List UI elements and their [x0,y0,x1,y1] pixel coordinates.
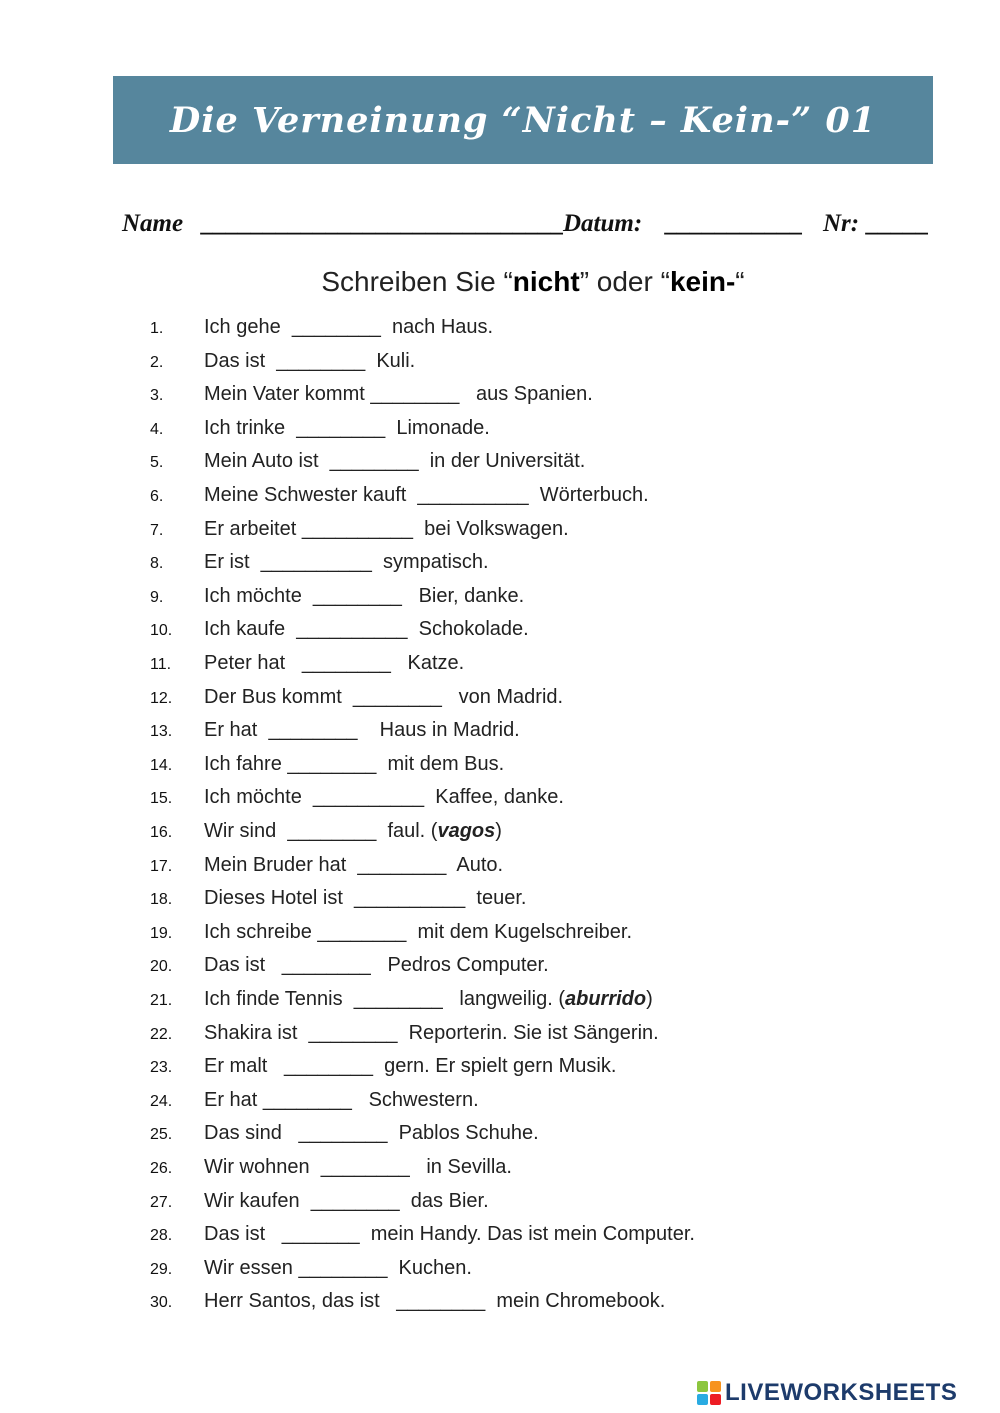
date-label: Datum: [563,210,643,237]
exercise-sentence[interactable]: Ich gehe ________ nach Haus. [204,316,494,338]
exercise-number: 12. [150,689,173,707]
exercise-item [0,854,1000,884]
exercise-sentence[interactable]: Ich fahre ________ mit dem Bus. [204,752,505,775]
exercise-number: 21. [150,992,173,1009]
exercise-number: 9. [150,588,164,606]
instruction-word-nicht: nicht [512,266,580,297]
exercise-item [0,1190,1000,1220]
exercise-item [0,450,1000,480]
exercise-item [0,652,1000,682]
exercise-sentence[interactable]: Er malt ________ gern. Er spielt gern Musik. [204,1055,617,1078]
nr-label: Nr: [823,210,860,237]
logo-square [697,1381,708,1392]
student-header [122,210,934,244]
exercise-sentence[interactable]: Ich finde Tennis ________ langweilig. (aburrido) [204,988,653,1010]
exercise-sentence[interactable]: Mein Vater kommt ________ aus Spanien. [204,383,593,406]
exercise-sentence[interactable]: Wir wohnen ________ in Sevilla. [204,1156,512,1178]
logo-square [697,1394,708,1405]
exercise-item [0,316,1000,346]
exercise-number: 16. [150,824,173,841]
exercise-item [0,719,1000,749]
exercise-number: 18. [150,891,173,909]
exercise-item [0,1257,1000,1287]
exercise-item [0,1156,1000,1186]
exercise-sentence[interactable]: Peter hat ________ Katze. [204,652,465,674]
exercise-item [0,1223,1000,1253]
exercise-sentence[interactable]: Herr Santos, das ist ________ mein Chromebook. [204,1290,666,1313]
exercise-item [0,887,1000,917]
exercise-number: 24. [150,1092,173,1110]
exercise-item [0,518,1000,548]
exercise-item [0,954,1000,984]
exercise-sentence[interactable]: Er hat ________ Schwestern. [204,1088,479,1111]
exercise-number: 23. [150,1059,173,1077]
exercise-item [0,618,1000,648]
exercise-item [0,753,1000,783]
exercise-number: 28. [150,1227,173,1245]
exercise-number: 30. [150,1294,173,1312]
exercise-number: 14. [150,756,173,774]
exercise-sentence[interactable]: Wir essen ________ Kuchen. [204,1256,472,1279]
exercise-sentence[interactable]: Das ist _______ mein Handy. Das ist mein Computer. [204,1223,695,1246]
exercise-item [0,1122,1000,1152]
instruction-word-kein: kein- [669,266,736,297]
exercise-item [0,820,1000,850]
logo-text: LIVEWORKSHEETS [725,1379,958,1406]
exercise-sentence[interactable]: Das ist ________ Pedros Computer. [204,954,549,977]
exercise-item [0,921,1000,951]
exercise-number: 17. [150,857,173,875]
exercise-sentence[interactable]: Mein Auto ist ________ in der Universität. [204,450,586,473]
exercise-sentence[interactable]: Er ist __________ sympatisch. [204,551,489,574]
exercise-sentence[interactable]: Wir sind ________ faul. (vagos) [204,820,502,842]
exercise-sentence[interactable]: Ich möchte __________ Kaffee, danke. [204,786,564,809]
page-title: Die Verneinung “Nicht – Kein-” 01 [169,99,877,141]
exercise-number: 8. [150,555,164,573]
nr-field[interactable]: _____ [867,210,930,237]
exercise-sentence[interactable]: Mein Bruder hat ________ Auto. [204,853,504,876]
exercise-number: 3. [150,387,164,405]
exercise-number: 26. [150,1160,173,1177]
exercise-number: 1. [150,320,164,337]
exercise-sentence[interactable]: Wir kaufen ________ das Bier. [204,1189,489,1212]
exercise-item [0,1055,1000,1085]
exercise-sentence[interactable]: Das ist ________ Kuli. [204,349,416,372]
exercise-number: 20. [150,958,173,976]
exercise-number: 2. [150,353,164,371]
exercise-item [0,1089,1000,1119]
exercise-item [0,383,1000,413]
name-label: Name [122,210,184,237]
exercise-item [0,1290,1000,1320]
exercise-number: 19. [150,924,173,942]
exercise-sentence[interactable]: Shakira ist ________ Reporterin. Sie ist Sängerin. [204,1021,659,1044]
exercise-sentence[interactable]: Ich möchte ________ Bier, danke. [204,584,525,607]
liveworksheets-logo [697,1378,997,1408]
exercise-number: 6. [150,488,164,505]
exercise-number: 10. [150,622,173,640]
translation-hint: vagos [437,820,496,842]
title-banner [113,76,933,164]
exercise-number: 15. [150,790,173,808]
exercise-item [0,350,1000,380]
exercise-sentence[interactable]: Das sind ________ Pablos Schuhe. [204,1122,539,1145]
exercise-sentence[interactable]: Ich kaufe __________ Schokolade. [204,618,529,641]
exercise-number: 13. [150,723,173,741]
exercise-number: 25. [150,1126,173,1144]
date-field[interactable]: ___________ [666,210,804,237]
exercise-number: 4. [150,420,164,438]
exercise-number: 5. [150,454,164,472]
exercise-number: 27. [150,1193,173,1211]
instruction: Schreiben Sie “nicht” oder “kein-“ [321,266,745,297]
exercise-sentence[interactable]: Dieses Hotel ist __________ teuer. [204,887,527,910]
exercise-item [0,585,1000,615]
liveworksheets-logo-icon [697,1381,723,1405]
exercise-item [0,484,1000,514]
exercise-sentence[interactable]: Er arbeitet __________ bei Volkswagen. [204,517,569,540]
translation-hint: aburrido [565,988,647,1010]
exercise-sentence[interactable]: Er hat ________ Haus in Madrid. [204,719,520,742]
logo-square [710,1381,721,1392]
exercise-number: 7. [150,521,164,539]
exercise-item [0,551,1000,581]
exercise-sentence[interactable]: Der Bus kommt ________ von Madrid. [204,685,564,708]
exercise-item [0,988,1000,1018]
exercise-number: 29. [150,1260,173,1278]
exercise-item [0,1022,1000,1052]
exercise-sentence[interactable]: Ich trinke ________ Limonade. [204,416,490,439]
exercise-sentence[interactable]: Meine Schwester kauft __________ Wörterbuch. [204,484,649,506]
logo-square [710,1394,721,1405]
exercise-item [0,417,1000,447]
exercise-item [0,786,1000,816]
exercise-item [0,686,1000,716]
exercise-number: 22. [150,1025,173,1043]
exercise-number: 11. [150,656,172,673]
name-field[interactable]: _____________________________ [202,210,565,237]
exercise-sentence[interactable]: Ich schreibe ________ mit dem Kugelschreiber. [204,920,633,943]
